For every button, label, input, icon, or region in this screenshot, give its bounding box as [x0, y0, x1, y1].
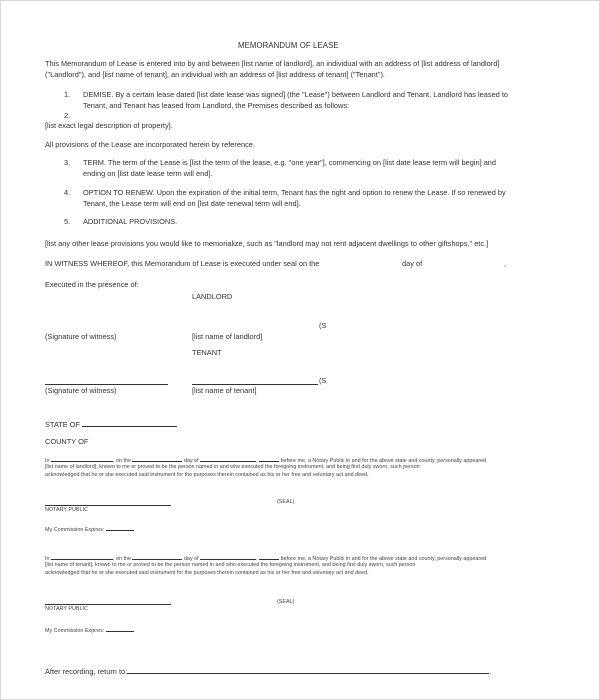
landlord-heading: LANDLORD: [192, 292, 233, 301]
landlord-seal-mark: (S: [319, 321, 327, 330]
demise-line-2: Tenant, and Tenant has leased from Landlord, the Premises described as follows:: [83, 101, 350, 110]
notary-2-signature-line: [45, 604, 171, 605]
tenant-heading: TENANT: [192, 348, 222, 357]
legal-description: [list exact legal description of property].: [45, 121, 173, 130]
renew-line-2: Tenant, the Lease term will end on [list date renewal term will end].: [83, 199, 301, 208]
notary-1-seal: (SEAL): [277, 499, 295, 505]
notary-1-line-3: acknowledged that he or she executed said instrument for the purposes therein contained as his or her free and voluntary act and deed.: [45, 472, 369, 478]
additional-provisions: ADDITIONAL PROVISIONS.: [83, 217, 178, 226]
notary-2-line-1: In , on the day of , before me, a Notary Public in and for the above state and county, personally appeared: [45, 556, 487, 562]
item-3-number: 3.: [64, 158, 71, 167]
intro-line-1: This Memorandum of Lease is entered into by and between [list name of landlord], an individual with an address of [list address of landlord]: [45, 59, 500, 68]
item-4-number: 4.: [64, 188, 71, 197]
document-title: MEMORANDUM OF LEASE: [238, 41, 339, 50]
demise-line-1: DEMISE. By a certain lease dated [list date lease was signed] (the "Lease") between Landlord and Tenant, Landlord has leased to: [83, 90, 509, 99]
state-label: STATE OF: [45, 418, 177, 430]
commission-expires-2: My Commission Expires:: [45, 626, 134, 636]
tenant-witness-signature-line: [45, 384, 168, 385]
notary-1-line-1: In , on the day of , before me, a Notary Public in and for the above state and county, personally appeared: [45, 458, 487, 464]
notary-2-line-2: [list name of tenant], known to me or proved to be the person named in and who executed the foregoing instrument, and being first duly sworn, such person: [45, 562, 416, 568]
intro-line-2: ("Landlord"), and [list name of tenant], an individual with an address of [list address of tenant] ("Tenant").: [45, 70, 385, 79]
witness-day-of: day of: [402, 259, 423, 268]
witness-comma: ,: [504, 259, 507, 268]
notary-2-line-3: acknowledged that he or she executed said instrument for the purposes therein contained as his or her free and voluntary act and deed.: [45, 570, 369, 576]
tenant-name-placeholder: [list name of tenant]: [192, 386, 257, 395]
item-5-number: 5.: [64, 217, 71, 226]
executed-presence: Executed in the presence of:: [45, 280, 139, 289]
notary-1-signature-line: [45, 505, 171, 506]
other-provisions: [list any other lease provisions you would like to memorialize, such as "landlord may not rent adjacent dwellings to other giftshops," etc.]: [45, 239, 489, 248]
state-blank: [82, 418, 177, 427]
tenant-witness-signature: (Signature of witness): [45, 386, 117, 395]
notary-1-line-2: [list name of landlord], known to me or proved to be the person named in and who executed the foregoing instrument, and being first duly sworn, such person: [45, 464, 420, 470]
landlord-name-placeholder: [list name of landlord]: [192, 332, 263, 341]
renew-line-1: OPTION TO RENEW. Upon the expiration of the initial term, Tenant has the right and option to renew the Lease. If so renewed by: [83, 188, 506, 197]
notary-2-seal: (SEAL): [277, 599, 295, 605]
landlord-witness-signature: (Signature of witness): [45, 332, 117, 341]
incorporated-text: All provisions of the Lease are incorporated herein by reference.: [45, 140, 255, 149]
commission-expires-1: My Commission Expires:: [45, 525, 134, 535]
notary-public-2: NOTARY PUBLIC: [45, 606, 88, 612]
tenant-seal-mark: (S: [319, 376, 327, 385]
item-2-number: 2.: [64, 111, 71, 120]
term-line-2: ending on [list date lease term will end].: [83, 169, 213, 178]
item-1-number: 1.: [64, 90, 71, 99]
after-recording: After recording, return to: .: [45, 667, 492, 676]
county-label: COUNTY OF: [45, 437, 89, 446]
witness-text: IN WITNESS WHEREOF, this Memorandum of Lease is executed under seal on the: [45, 259, 320, 268]
tenant-signature-line: [192, 384, 318, 385]
term-line-1: TERM. The term of the Lease is [list the term of the lease, e.g. "one year"], commencing on [list date lease term will begin] and: [83, 158, 497, 167]
notary-public-1: NOTARY PUBLIC: [45, 507, 88, 513]
